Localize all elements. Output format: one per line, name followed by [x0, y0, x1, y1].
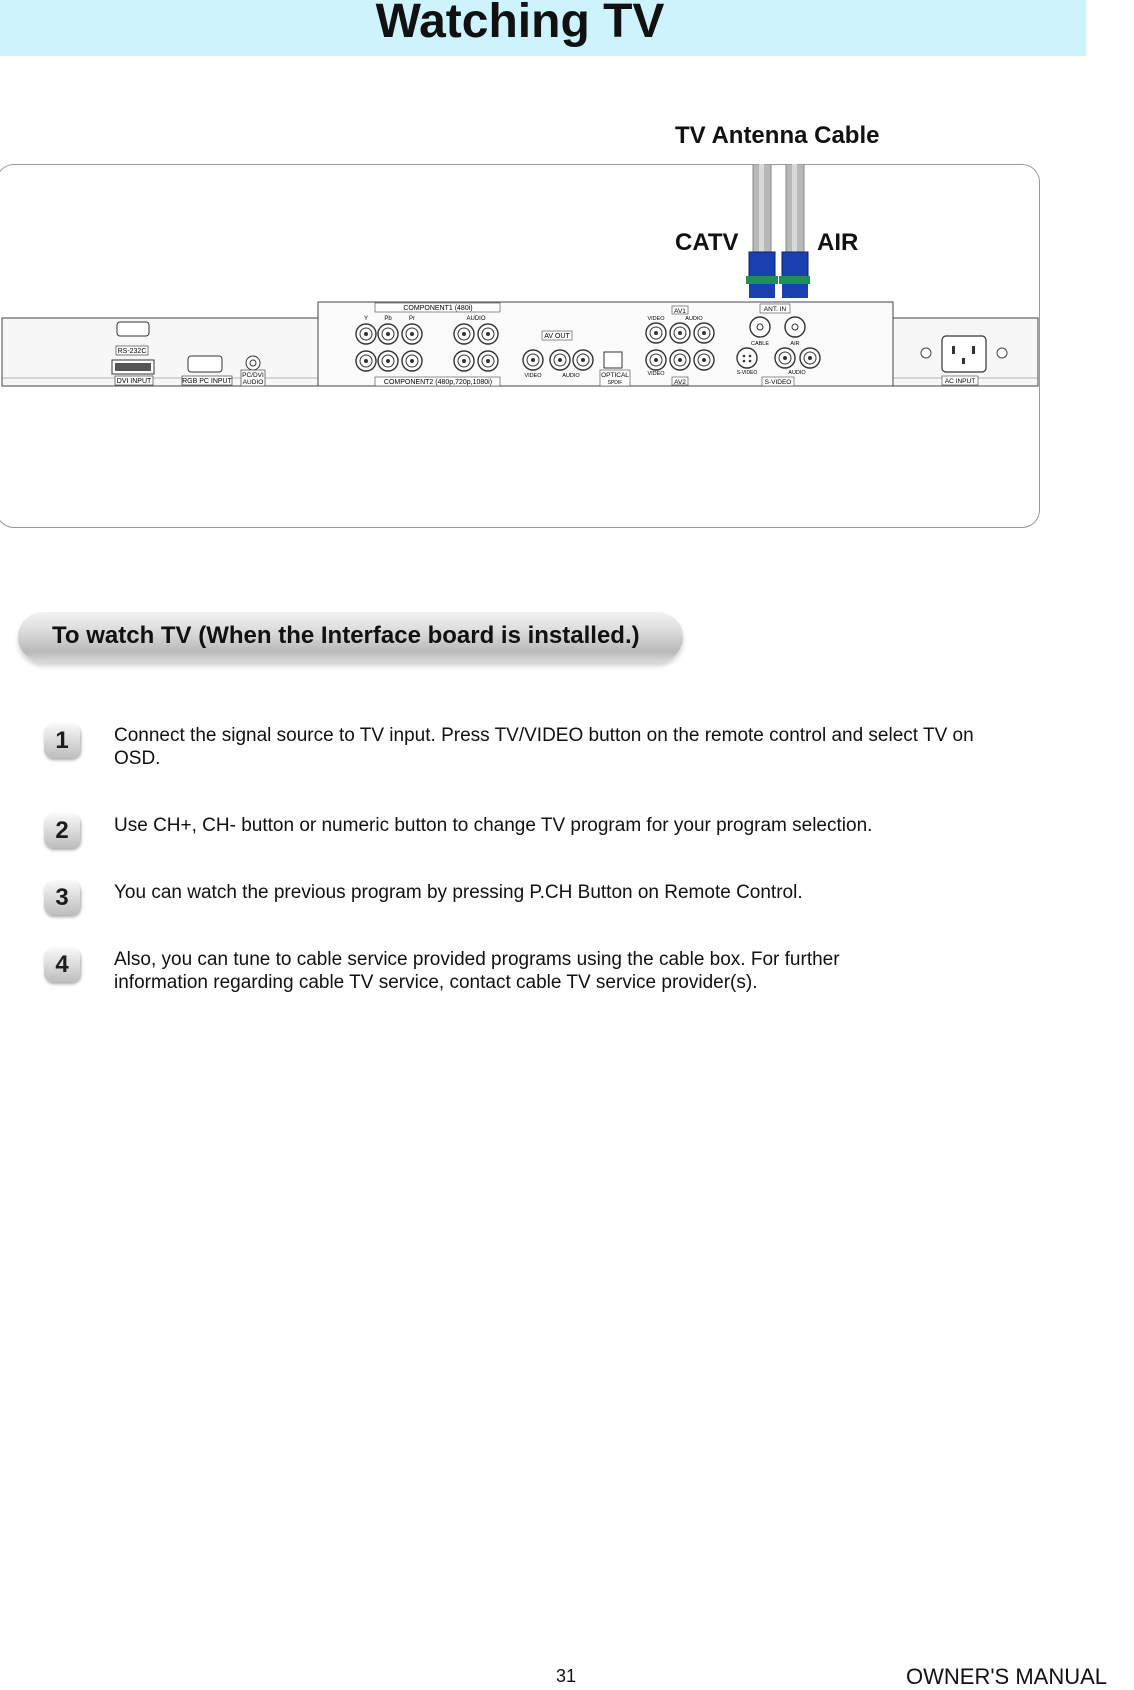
svg-text:AUDIO: AUDIO	[562, 373, 580, 379]
optical-label: OPTICAL	[601, 372, 629, 379]
pc-dvi-label: PC/DVI	[242, 372, 264, 379]
av2-label: AV2	[674, 379, 686, 386]
component2-pr-jack	[402, 351, 422, 371]
catv-connector	[749, 252, 775, 280]
component2-label: COMPONENT2 (480p,720p,1080i)	[383, 379, 493, 386]
step-number-badge: 1	[44, 724, 80, 758]
component1-label: COMPONENT1 (480i)	[403, 305, 473, 312]
step-number-badge: 2	[44, 814, 80, 848]
ant-in-label: ANT. IN	[763, 306, 787, 313]
air-connector	[782, 252, 808, 280]
step-text: Use CH+, CH- button or numeric button to change TV program for your program selection.	[114, 815, 873, 836]
antenna-cable-title: TV Antenna Cable	[675, 122, 880, 149]
step-number-badge: 3	[44, 881, 80, 915]
optical-port	[604, 352, 622, 368]
rgb-pc-input-label: RGB PC INPUT	[182, 378, 232, 385]
title-bar	[0, 0, 1086, 56]
svg-text:AUDIO: AUDIO	[466, 316, 486, 322]
svg-text:AUDIO: AUDIO	[788, 370, 806, 376]
av-out-label: AV OUT	[544, 333, 570, 340]
dvi-input-label: DVI INPUT	[116, 378, 152, 385]
s-video-label: S-VIDEO	[764, 379, 792, 386]
svg-text:VIDEO: VIDEO	[647, 316, 665, 322]
svg-text:Pb: Pb	[384, 316, 392, 322]
svg-text:Pr: Pr	[409, 316, 415, 322]
component2-y-jack	[356, 351, 376, 371]
svg-text:AIR: AIR	[790, 341, 800, 347]
s-video-jack	[737, 348, 757, 368]
rs232c-label: RS-232C	[117, 348, 147, 355]
step-number-badge: 4	[44, 948, 80, 982]
page-number: 31	[556, 1666, 577, 1686]
svg-text:Y: Y	[363, 316, 369, 322]
component1-y-jack	[356, 324, 376, 344]
ac-input-port	[942, 336, 986, 372]
av1-label: AV1	[674, 308, 686, 315]
svg-text:VIDEO: VIDEO	[647, 371, 665, 377]
section-heading-tab	[18, 612, 683, 662]
svg-text:AUDIO: AUDIO	[685, 316, 703, 322]
antenna-cables	[740, 164, 810, 300]
component1-pr-jack	[402, 324, 422, 344]
step-text: Connect the signal source to TV input. Press TV/VIDEO button on the remote control and select TV on OSD.	[114, 725, 974, 769]
air-label: AIR	[817, 229, 859, 256]
step-text: You can watch the previous program by pressing P.CH Button on Remote Control.	[114, 882, 803, 903]
component1-pb-jack	[378, 324, 398, 344]
component2-pb-jack	[378, 351, 398, 371]
rs232c-port	[117, 322, 149, 336]
svg-text:SPDIF: SPDIF	[607, 380, 623, 386]
ac-input-label: AC INPUT	[944, 378, 976, 385]
catv-label: CATV	[675, 229, 739, 256]
step-text: Also, you can tune to cable service provided programs using the cable box. For further information regarding cable TV service, contact cable TV service provider(s).	[114, 949, 840, 993]
pc-dvi-audio-label: AUDIO	[242, 379, 264, 386]
svg-text:VIDEO: VIDEO	[524, 373, 542, 379]
svg-text:CABLE: CABLE	[750, 341, 770, 347]
tv-back-panel	[0, 300, 1040, 390]
section-heading: To watch TV (When the Interface board is installed.)	[52, 622, 640, 649]
svg-text:S-VIDEO: S-VIDEO	[736, 370, 758, 376]
owners-manual-label: OWNER'S MANUAL	[906, 1664, 1107, 1689]
page-title: Watching TV	[375, 0, 665, 48]
rgb-pc-port	[188, 356, 222, 372]
